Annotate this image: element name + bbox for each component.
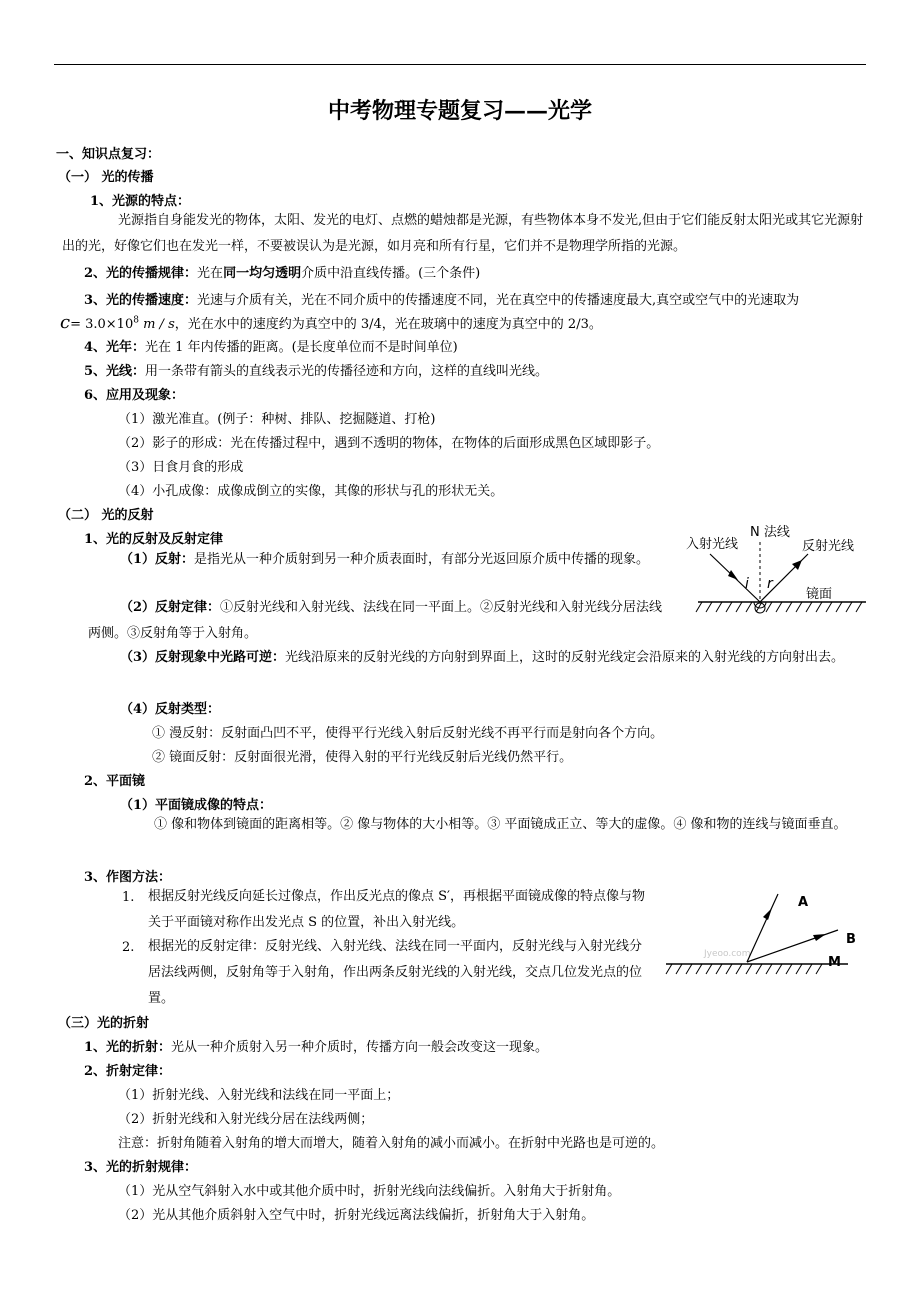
formula-value: = 3.0×10 — [70, 317, 134, 332]
normal-label: N 法线 — [750, 525, 790, 540]
reflection-law-text: ①反射光线和入射光线、法线在同一平面上。②反射光线和入射光线分居法线两侧。③反射角等于入射角。 — [88, 600, 663, 641]
reflection-definition — [88, 547, 668, 573]
section-heading-review: 一、知识点复习： — [56, 147, 161, 162]
refraction-definition — [84, 1036, 548, 1055]
light-year-text: 光在 1 年内传播的距离。(是长度单位而不是时间单位) — [145, 340, 458, 355]
reflection-law-heading: 1、光的反射及反射定律 — [84, 532, 224, 547]
light-speed-text: 光速与介质有关，光在不同介质中的传播速度不同，光在真空中的传播速度最大,真空或空气中的光速取为 — [197, 293, 800, 308]
light-year — [84, 336, 458, 355]
part1-heading: （一） 光的传播 — [58, 170, 154, 185]
reflection-type-item: ② 镜面反射：反射面很光滑，使得入射的平行光线反射后光线仍然平行。 — [152, 750, 573, 765]
angle-r-label: r — [767, 576, 773, 592]
label-m: M — [828, 955, 841, 970]
refraction-note: 注意：折射角随着入射角的增大而增大，随着入射角的减小而减小。在折射中光路也是可逆的。 — [118, 1136, 665, 1151]
ray-a — [747, 894, 778, 962]
light-ray-label: 5、光线： — [84, 364, 146, 379]
formula-c: c — [60, 312, 71, 333]
propagation-rule-label: 2、光的传播规律： — [84, 266, 198, 281]
drawing-step-number: 2. — [122, 940, 135, 955]
angle-i-label: i — [745, 576, 749, 592]
label-a: A — [798, 895, 809, 910]
plane-mirror-features-text: ① 像和物体到镜面的距离相等。② 像与物体的大小相等。③ 平面镜成正立、等大的虚像。④ 像和物的连线与镜面垂直。 — [154, 817, 847, 832]
propagation-rule-pre: 光在 — [197, 266, 224, 281]
incident-arrowhead — [728, 570, 738, 580]
formula-exponent: 8 — [133, 315, 139, 326]
reflection-definition-text: 是指光从一种介质射到另一种介质表面时，有部分光返回原介质中传播的现象。 — [194, 552, 650, 567]
ray-b-arrowhead — [813, 934, 826, 941]
light-speed-label: 3、光的传播速度： — [84, 293, 198, 308]
watermark: Jyeoo.com — [704, 949, 751, 959]
light-ray — [84, 360, 548, 379]
reversibility-label: （3）反射现象中光路可逆： — [120, 650, 286, 665]
light-ray-text: 用一条带有箭头的直线表示光的传播径迹和方向，这样的直线叫光线。 — [145, 364, 549, 379]
reflection-law-diagram — [678, 520, 878, 625]
light-speed-line1 — [84, 289, 799, 308]
mirror-hatching — [696, 602, 862, 612]
refraction-rule-item: （1）光从空气斜射入水中或其他介质中时，折射光线向法线偏折。入射角大于折射角。 — [118, 1184, 621, 1199]
drawing-method-heading: 3、作图方法： — [84, 870, 172, 885]
drawing-step-text: 根据反射光线反向延长过像点，作出反光点的像点 S′，再根据平面镜成像的特点像与物关于平面镜对称作出发光点 S 的位置，补出入射光线。 — [148, 889, 645, 930]
label-b: B — [846, 932, 856, 947]
plane-mirror-features-label: （1）平面镜成像的特点： — [120, 798, 273, 813]
refraction-law-item: （1）折射光线、入射光线和法线在同一平面上； — [118, 1088, 400, 1103]
refraction-definition-label: 1、光的折射： — [84, 1040, 172, 1055]
propagation-rule-emphasis: 同一均匀透明 — [223, 266, 302, 281]
propagation-rule-post: 介质中沿直线传播。(三个条件) — [301, 266, 481, 281]
light-year-label: 4、光年： — [84, 340, 146, 355]
light-speed-text2: ，光在水中的速度约为真空中的 3/4，光在玻璃中的速度为真空中的 2/3。 — [174, 317, 602, 332]
reflection-law-label: （2）反射定律： — [120, 600, 221, 615]
part2-heading: （二） 光的反射 — [58, 508, 154, 523]
mirror-hatching — [666, 964, 822, 974]
light-speed-line2 — [60, 312, 602, 333]
reflected-ray-label: 反射光线 — [802, 539, 855, 554]
applications-label: 6、应用及现象： — [84, 388, 185, 403]
reflection-definition-label: （1）反射： — [120, 552, 195, 567]
header-rule — [54, 64, 866, 65]
application-item: （3）日食月食的形成 — [118, 460, 244, 475]
drawing-step-text: 根据光的反射定律：反射光线、入射光线、法线在同一平面内，反射光线与入射光线分居法线两侧，反射角等于入射角，作出两条反射光线的入射光线，交点几位发光点的位置。 — [148, 939, 643, 1006]
refraction-rule-item: （2）光从其他介质斜射入空气中时，折射光线远离法线偏折，折射角大于入射角。 — [118, 1208, 595, 1223]
application-item: （1）激光准直。(例子：种树、排队、挖掘隧道、打枪) — [118, 412, 436, 427]
drawing-step-number: 1. — [122, 890, 135, 905]
reversibility — [88, 645, 868, 671]
incident-ray-label: 入射光线 — [686, 537, 739, 552]
reflection-type-item: ① 漫反射：反射面凸凹不平，使得平行光线入射后反射光线不再平行而是射向各个方向。 — [152, 726, 664, 741]
formula-unit: m / s — [138, 317, 175, 332]
refraction-law-item: （2）折射光线和入射光线分居在法线两侧； — [118, 1112, 374, 1127]
refraction-rules-heading: 3、光的折射规律： — [84, 1160, 198, 1175]
page-title: 中考物理专题复习——光学 — [327, 98, 592, 124]
reflection-law — [88, 595, 668, 647]
light-source-text: 光源指自身能发光的物体，太阳、发光的电灯、点燃的蜡烛都是光源，有些物体本身不发光,但由于它们能反射太阳光或其它光源射出的光，好像它们也在发光一样，不要被误认为是光源，如月亮和所有行星，它们并不是物理学所指的光源。 — [62, 213, 864, 254]
part3-heading: （三）光的折射 — [58, 1016, 150, 1031]
light-source-label: 1、光源的特点： — [90, 194, 191, 209]
application-item: （4）小孔成像：成像成倒立的实像，其像的形状与孔的形状无关。 — [118, 484, 504, 499]
propagation-rule — [84, 262, 480, 281]
reflected-rays-diagram — [662, 884, 874, 984]
reversibility-text: 光线沿原来的反射光线的方向射到界面上，这时的反射光线定会沿原来的入射光线的方向射出去。 — [285, 650, 845, 665]
reflection-types-label: （4）反射类型： — [120, 702, 221, 717]
mirror-label: 镜面 — [806, 587, 833, 602]
refraction-definition-text: 光从一种介质射入另一种介质时，传播方向一般会改变这一现象。 — [171, 1040, 549, 1055]
refraction-law-heading: 2、折射定律： — [84, 1064, 172, 1079]
ray-a-arrowhead — [763, 908, 772, 920]
application-item: （2）影子的形成：光在传播过程中，遇到不透明的物体，在物体的后面形成黑色区域即影子。 — [118, 436, 660, 451]
plane-mirror-heading: 2、平面镜 — [84, 774, 146, 789]
